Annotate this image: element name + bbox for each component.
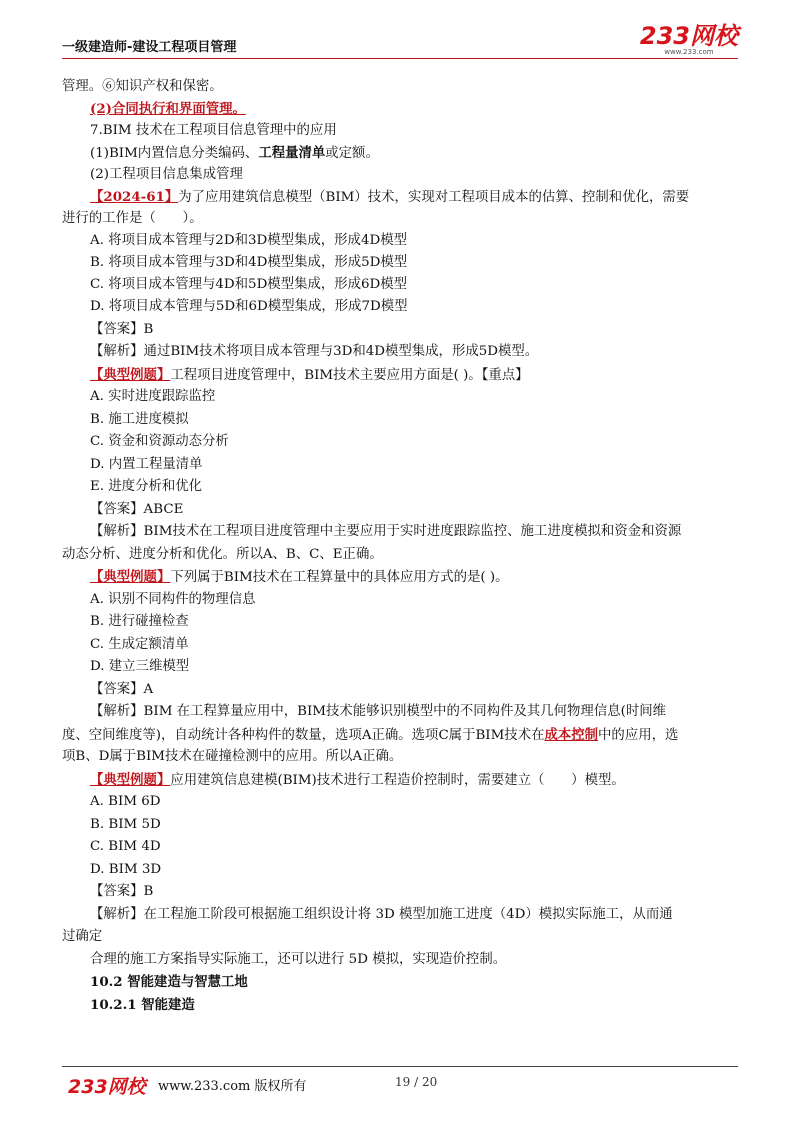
option: A. 识别不同构件的物理信息 bbox=[90, 592, 256, 607]
answer: 【答案】ABCE bbox=[90, 502, 184, 517]
explanation: 【解析】在工程施工阶段可根据施工组织设计将 3D 模型加施工进度（4D）模拟实际施工，从而通 bbox=[90, 907, 673, 922]
option: A. BIM 6D bbox=[90, 794, 161, 809]
subsection-heading: 10.2.1 智能建造 bbox=[90, 997, 195, 1013]
text-line: (1)BIM内置信息分类编码、工程量清单或定额。 bbox=[90, 145, 379, 161]
explanation-cont: 动态分析、进度分析和优化。所以A、B、C、E正确。 bbox=[62, 547, 383, 562]
explanation: 【解析】BIM 在工程算量应用中，BIM技术能够识别模型中的不同构件及其几何物理信息(时间维 bbox=[90, 704, 667, 719]
question-stem: 【2024-61】为了应用建筑信息模型（BIM）技术，实现对工程项目成本的估算、控制和优化，需要 bbox=[90, 189, 690, 205]
option: C. 将项目成本管理与4D和5D模型集成，形成6D模型 bbox=[90, 277, 408, 292]
question-stem: 【典型例题】应用建筑信息建模(BIM)技术进行工程造价控制时，需要建立（ ）模型。 bbox=[90, 772, 625, 788]
answer: 【答案】B bbox=[90, 322, 154, 337]
link-cost-control[interactable]: 成本控制 bbox=[544, 727, 599, 743]
page-header bbox=[62, 22, 738, 62]
section-heading: 10.2 智能建造与智慧工地 bbox=[90, 974, 248, 990]
option: C. 生成定额清单 bbox=[90, 637, 189, 652]
option: D. 将项目成本管理与5D和6D模型集成，形成7D模型 bbox=[90, 299, 408, 314]
option: C. 资金和资源动态分析 bbox=[90, 434, 229, 449]
option: A. 实时进度跟踪监控 bbox=[90, 389, 216, 404]
brand-logo bbox=[640, 24, 738, 56]
option: A. 将项目成本管理与2D和3D模型集成，形成4D模型 bbox=[90, 233, 407, 248]
question-tag: 【典型例题】 bbox=[90, 569, 171, 585]
question-stem: 【典型例题】下列属于BIM技术在工程算量中的具体应用方式的是( )。 bbox=[90, 569, 509, 585]
answer: 【答案】B bbox=[90, 884, 154, 899]
explanation-cont: 项B、D属于BIM技术在碰撞检测中的应用。所以A正确。 bbox=[62, 749, 403, 764]
option: C. BIM 4D bbox=[90, 839, 161, 854]
question-stem: 【典型例题】工程项目进度管理中，BIM技术主要应用方面是( )。【重点】 bbox=[90, 367, 529, 383]
option: E. 进度分析和优化 bbox=[90, 479, 203, 494]
footer-divider bbox=[62, 1066, 738, 1067]
option: B. 进行碰撞检查 bbox=[90, 614, 189, 629]
option: D. BIM 3D bbox=[90, 862, 162, 877]
explanation-cont: 合理的施工方案指导实际施工，还可以进行 5D 模拟，实现造价控制。 bbox=[90, 952, 507, 967]
text-line: 进行的工作是（ ）。 bbox=[62, 211, 203, 226]
footer-logo: 233网校 bbox=[68, 1076, 146, 1098]
question-tag: 【2024-61】 bbox=[90, 189, 179, 205]
logo-text: 233网校 bbox=[639, 22, 738, 50]
text-line: 管理。⑥知识产权和保密。 bbox=[62, 79, 223, 94]
explanation-cont: 度、空间维度等)，自动统计各种构件的数量，选项A正确。选项C属于BIM技术在成本控制中的应用，选 bbox=[62, 727, 679, 743]
option: D. 内置工程量清单 bbox=[90, 457, 203, 472]
text-line: 7.BIM 技术在工程项目信息管理中的应用 bbox=[90, 123, 337, 138]
question-tag: 【典型例题】 bbox=[90, 367, 171, 383]
bold-term: 工程量清单 bbox=[258, 145, 326, 161]
header-divider bbox=[62, 58, 738, 59]
explanation: 【解析】通过BIM技术将项目成本管理与3D和4D模型集成，形成5D模型。 bbox=[90, 344, 539, 359]
text-line: (2)工程项目信息集成管理 bbox=[90, 167, 243, 182]
answer: 【答案】A bbox=[90, 682, 154, 697]
explanation: 【解析】BIM技术在工程项目进度管理中主要应用于实时进度跟踪监控、施工进度模拟和资金和资源 bbox=[90, 524, 682, 539]
option: B. 将项目成本管理与3D和4D模型集成，形成5D模型 bbox=[90, 255, 408, 270]
option: D. 建立三维模型 bbox=[90, 659, 190, 674]
page-number: 19 / 20 bbox=[395, 1075, 438, 1089]
copyright-text: www.233.com 版权所有 bbox=[158, 1079, 307, 1094]
logo-url: www.233.com bbox=[664, 48, 714, 56]
page-footer bbox=[62, 1066, 738, 1096]
section-heading: (2)合同执行和界面管理。 bbox=[90, 101, 246, 117]
explanation-cont: 过确定 bbox=[62, 929, 103, 944]
document-title: 一级建造师-建设工程项目管理 bbox=[62, 40, 237, 55]
question-tag: 【典型例题】 bbox=[90, 772, 171, 788]
option: B. 施工进度模拟 bbox=[90, 412, 189, 427]
option: B. BIM 5D bbox=[90, 817, 161, 832]
